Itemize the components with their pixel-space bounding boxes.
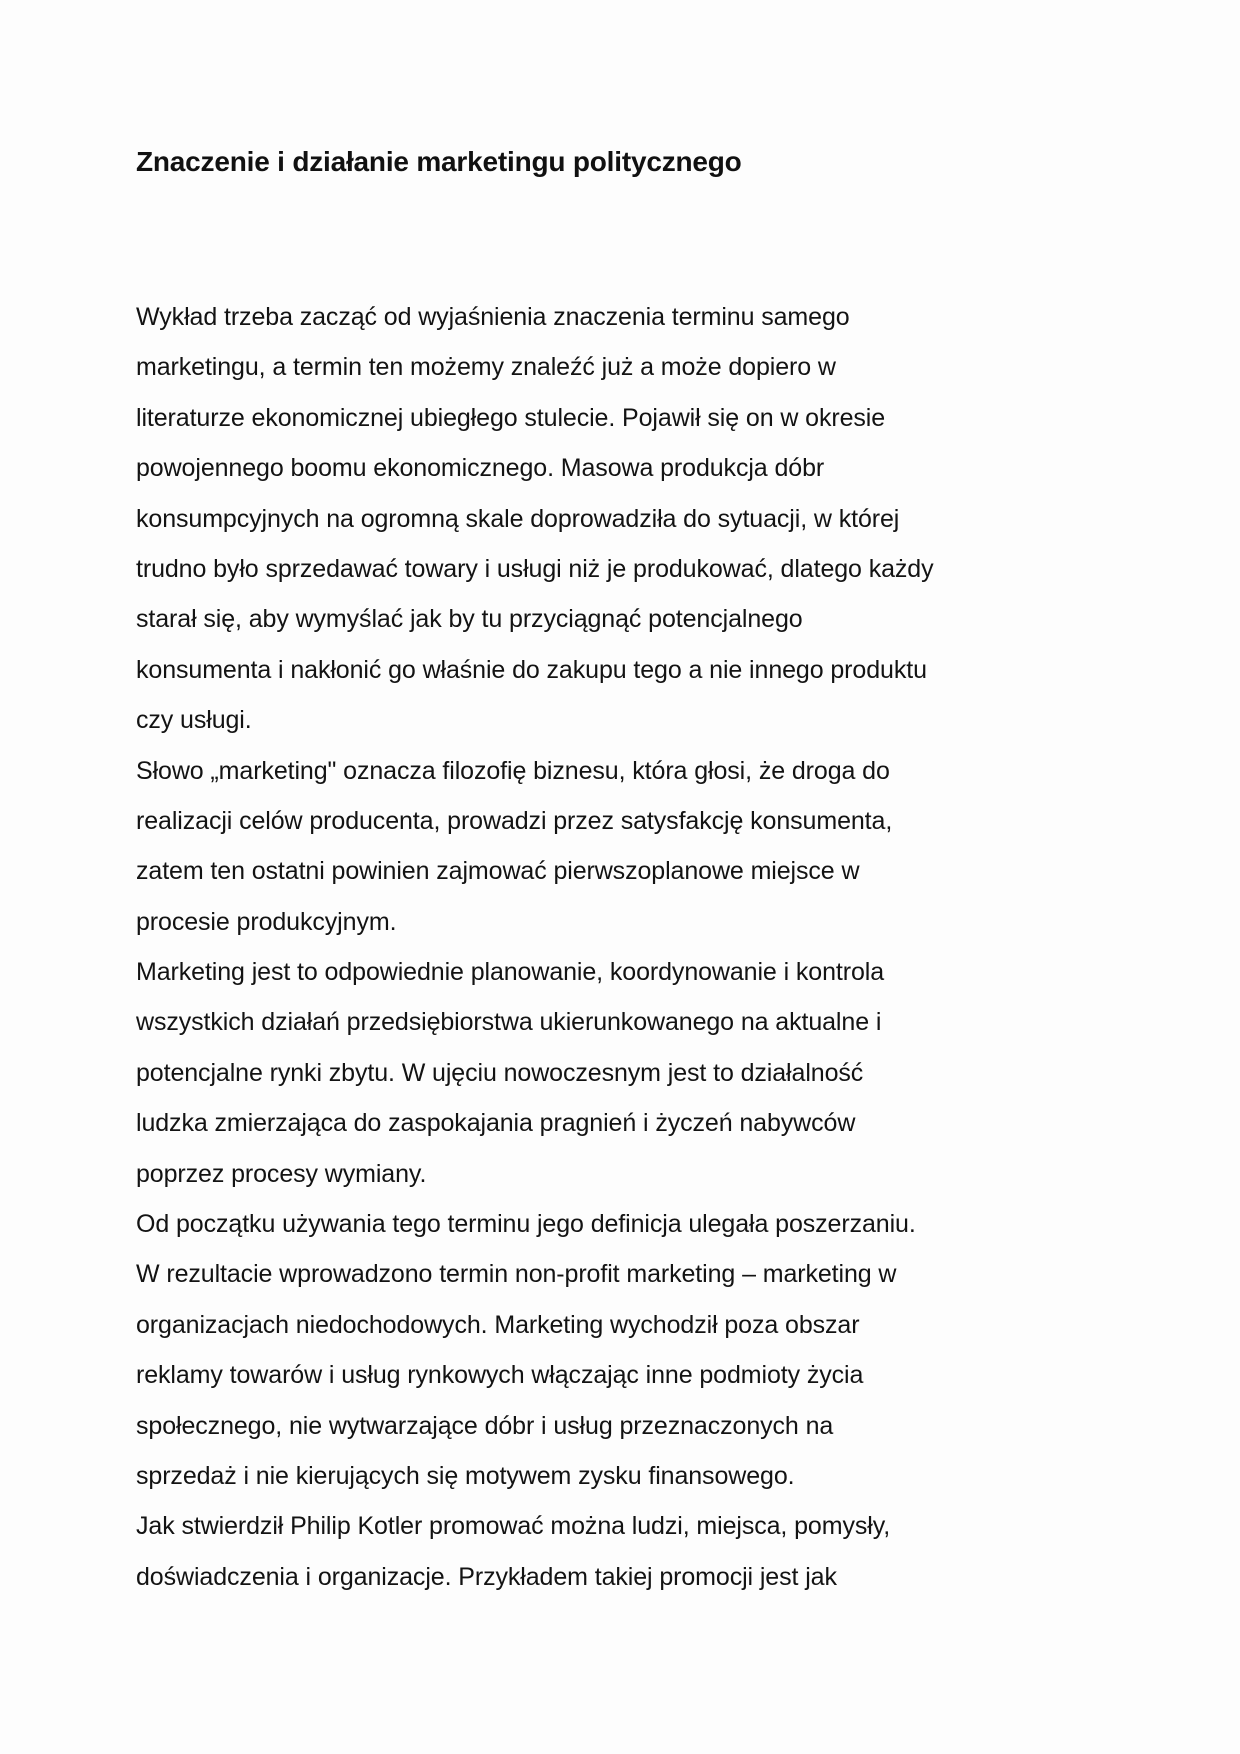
- text-line: konsumenta i nakłonić go właśnie do zakupu tego a nie innego produktu: [136, 655, 927, 684]
- text-line: literaturze ekonomicznej ubiegłego stulecie. Pojawił się on w okresie: [136, 403, 886, 432]
- text-line: doświadczenia i organizacje. Przykładem takiej promocji jest jak: [136, 1562, 837, 1591]
- text-line: procesie produkcyjnym.: [136, 907, 397, 936]
- text-line: Od początku używania tego terminu jego definicja ulegała poszerzaniu.: [136, 1210, 916, 1239]
- text-line: konsumpcyjnych na ogromną skale doprowadziła do sytuacji, w której: [136, 504, 900, 533]
- text-line: sprzedaż i nie kierujących się motywem zysku finansowego.: [136, 1461, 795, 1490]
- text-line: organizacjach niedochodowych. Marketing wychodził poza obszar: [136, 1310, 860, 1339]
- text-line: Słowo „marketing" oznacza filozofię biznesu, która głosi, że droga do: [136, 756, 890, 785]
- text-line: realizacji celów producenta, prowadzi przez satysfakcję konsumenta,: [136, 806, 893, 835]
- text-line: trudno było sprzedawać towary i usługi niż je produkować, dlatego każdy: [136, 554, 934, 583]
- document-title: Znaczenie i działanie marketingu politycznego: [136, 146, 742, 177]
- text-line: wszystkich działań przedsiębiorstwa ukierunkowanego na aktualne i: [136, 1008, 882, 1037]
- text-line: starał się, aby wymyślać jak by tu przyciągnąć potencjalnego: [136, 605, 803, 634]
- text-line: Jak stwierdził Philip Kotler promować można ludzi, miejsca, pomysły,: [136, 1512, 891, 1541]
- text-line: marketingu, a termin ten możemy znaleźć już a może dopiero w: [136, 353, 836, 382]
- text-line: W rezultacie wprowadzono termin non-profit marketing – marketing w: [136, 1260, 897, 1289]
- text-line: Wykład trzeba zacząć od wyjaśnienia znaczenia terminu samego: [136, 303, 850, 331]
- text-line: Marketing jest to odpowiednie planowanie, koordynowanie i kontrola: [136, 958, 885, 987]
- text-line: czy usługi.: [136, 706, 252, 735]
- text-line: poprzez procesy wymiany.: [136, 1159, 427, 1188]
- text-line: zatem ten ostatni powinien zajmować pierwszoplanowe miejsce w: [136, 857, 860, 886]
- document-body: [136, 292, 996, 1602]
- text-line: społecznego, nie wytwarzające dóbr i usług przeznaczonych na: [136, 1411, 834, 1440]
- text-line: reklamy towarów i usług rynkowych włączając inne podmioty życia: [136, 1361, 864, 1390]
- text-line: ludzka zmierzająca do zaspokajania pragnień i życzeń nabywców: [136, 1109, 856, 1138]
- text-line: potencjalne rynki zbytu. W ujęciu nowoczesnym jest to działalność: [136, 1058, 864, 1087]
- text-line: powojennego boomu ekonomicznego. Masowa produkcja dóbr: [136, 454, 825, 483]
